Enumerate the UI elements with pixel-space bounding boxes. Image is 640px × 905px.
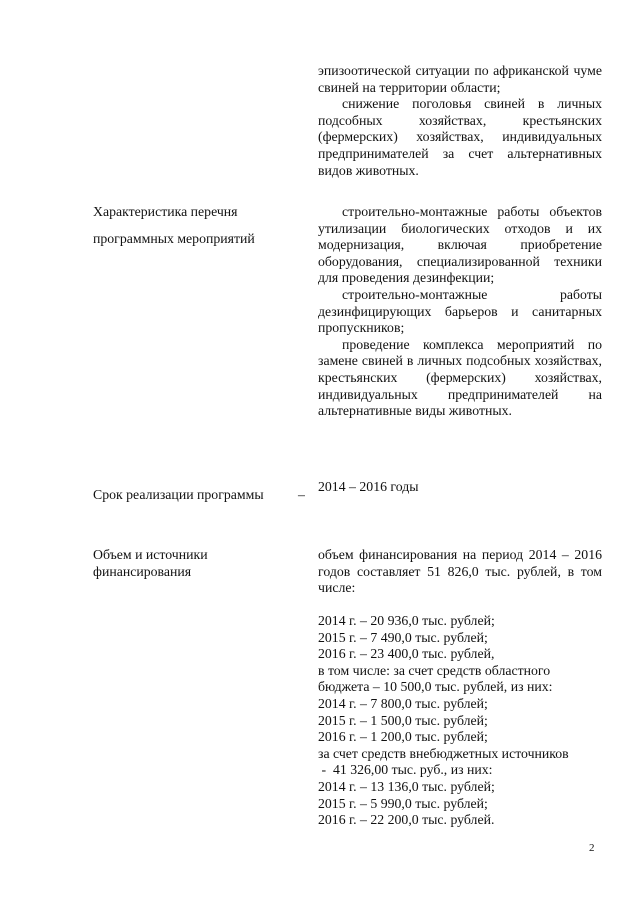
financing-line: 2016 г. – 1 200,0 тыс. рублей; <box>318 729 488 745</box>
term-value-block <box>318 479 602 496</box>
characteristics-label-line1: Характеристика перечня <box>93 204 238 219</box>
characteristics-item: строительно-монтажные работы дезинфицирующих барьеров и санитарных пропускников; <box>318 286 602 336</box>
characteristics-item: проведение комплекса мероприятий по замене свиней в личных подсобных хозяйствах, крестьянских (фермерских) хозяйствах, индивидуальных предпринимателей на альтернативные виды животных. <box>318 336 602 419</box>
financing-line: 2015 г. – 5 990,0 тыс. рублей; <box>318 795 488 811</box>
term-dash: – <box>298 487 305 502</box>
financing-line: в том числе: за счет средств областного <box>318 662 551 678</box>
characteristics-label-line2: программных мероприятий <box>93 231 255 246</box>
financing-label-line2: финансирования <box>93 564 192 579</box>
characteristics-list <box>318 204 602 420</box>
page-number: 2 <box>589 842 595 854</box>
term-value: 2014 – 2016 годы <box>318 479 419 494</box>
financing-line: за счет средств внебюджетных источников <box>318 745 569 761</box>
financing-breakdown <box>318 613 602 829</box>
financing-line: 2014 г. – 20 936,0 тыс. рублей; <box>318 613 495 628</box>
financing-intro-block <box>318 547 602 597</box>
financing-line: бюджета – 10 500,0 тыс. рублей, из них: <box>318 679 553 695</box>
financing-line: 2015 г. – 1 500,0 тыс. рублей; <box>318 712 488 728</box>
text-paragraph: эпизоотической ситуации по африканской чуме свиней на территории области; <box>318 63 602 95</box>
financing-line: 2016 г. – 22 200,0 тыс. рублей. <box>318 812 495 828</box>
financing-line: 2016 г. – 23 400,0 тыс. рублей, <box>318 646 495 662</box>
financing-line: 2015 г. – 7 490,0 тыс. рублей; <box>318 629 488 645</box>
financing-intro: объем финансирования на период 2014 – 2016 годов составляет 51 826,0 тыс. рублей, в том числе: <box>318 547 602 596</box>
term-label: Срок реализации программы <box>93 487 264 502</box>
financing-line: 2014 г. – 13 136,0 тыс. рублей; <box>318 778 495 794</box>
financing-line: 2014 г. – 7 800,0 тыс. рублей; <box>318 695 488 711</box>
financing-line: - 41 326,00 тыс. руб., из них: <box>318 762 493 778</box>
text-paragraph: снижение поголовья свиней в личных подсобных хозяйствах, крестьянских (фермерских) хозяйствах, индивидуальных предпринимателей за счет альтернативных видов животных. <box>318 96 602 178</box>
financing-label-line1: Объем и источники <box>93 547 208 562</box>
characteristics-item: строительно-монтажные работы объектов утилизации биологических отходов и их модернизация, включая приобретение оборудования, специализированной техники для проведения дезинфекции; <box>318 204 602 286</box>
top-continuation <box>318 63 602 179</box>
